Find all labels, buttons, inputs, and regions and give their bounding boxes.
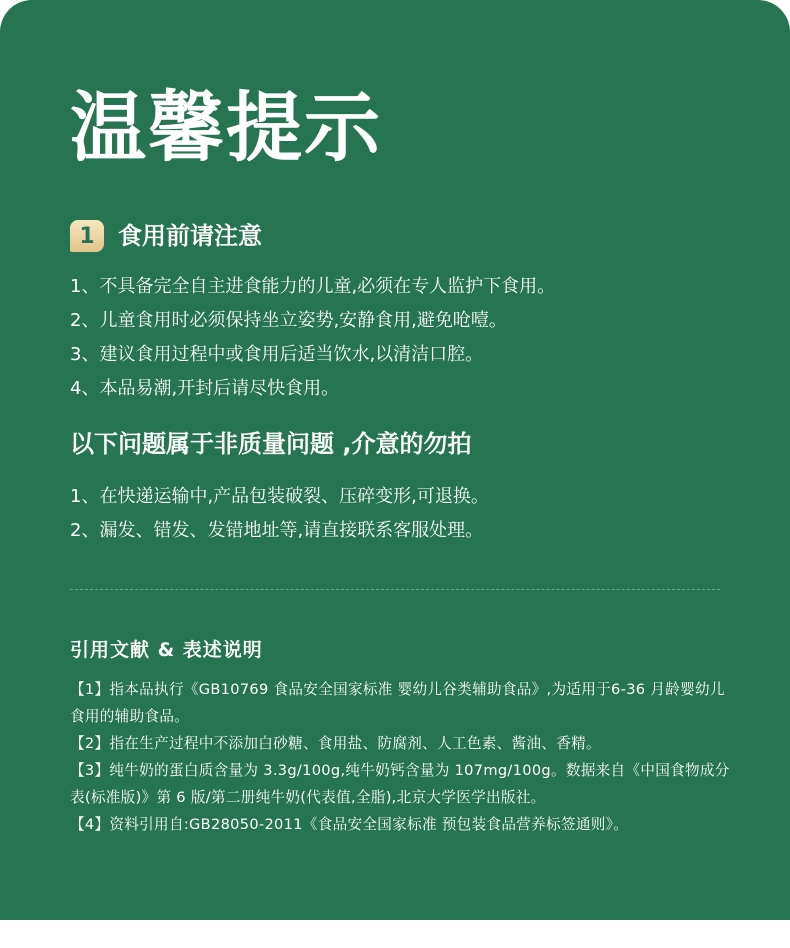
list-item: 2、漏发、错发、发错地址等,请直接联系客服处理。 <box>70 520 484 541</box>
reference-item: 【3】纯牛奶的蛋白质含量为 3.3g/100g,纯牛奶钙含量为 107mg/100g。数据来自《中国食物成分表(标准版)》第 6 版/第二册纯牛奶(代表值,全脂),北京大学医学出版社。 <box>70 762 730 806</box>
reference-item: 【1】指本品执行《GB10769 食品安全国家标准 婴幼儿谷类辅助食品》,为适用于6-36 月龄婴幼儿食用的辅助食品。 <box>70 681 725 725</box>
list-item: 1、不具备完全自主进食能力的儿童,必须在专人监护下食用。 <box>70 276 556 297</box>
section1-header <box>70 220 262 252</box>
list-item: 1、在快递运输中,产品包装破裂、压碎变形,可退换。 <box>70 486 489 507</box>
reference-item: 【4】资料引用自:GB28050-2011《食品安全国家标准 预包装食品营养标签通则》。 <box>70 816 629 833</box>
list-item: 3、建议食用过程中或食用后适当饮水,以清洁口腔。 <box>70 344 484 365</box>
reference-item: 【2】指在生产过程中不添加白砂糖、食用盐、防腐剂、人工色素、酱油、香精。 <box>70 735 601 752</box>
section1-list <box>70 270 555 406</box>
page-title: 温馨提示 <box>70 83 382 172</box>
section2-list <box>70 480 489 548</box>
references-list <box>70 676 730 838</box>
number-badge: 1 <box>70 220 104 252</box>
references-title: 引用文献 & 表述说明 <box>70 639 263 661</box>
dashed-divider <box>70 589 720 590</box>
list-item: 4、本品易潮,开封后请尽快食用。 <box>70 378 340 399</box>
section1-title: 食用前请注意 <box>118 222 262 250</box>
list-item: 2、儿童食用时必须保持坐立姿势,安静食用,避免呛噎。 <box>70 310 507 331</box>
section2-title: 以下问题属于非质量问题 ,介意的勿拍 <box>70 430 472 458</box>
